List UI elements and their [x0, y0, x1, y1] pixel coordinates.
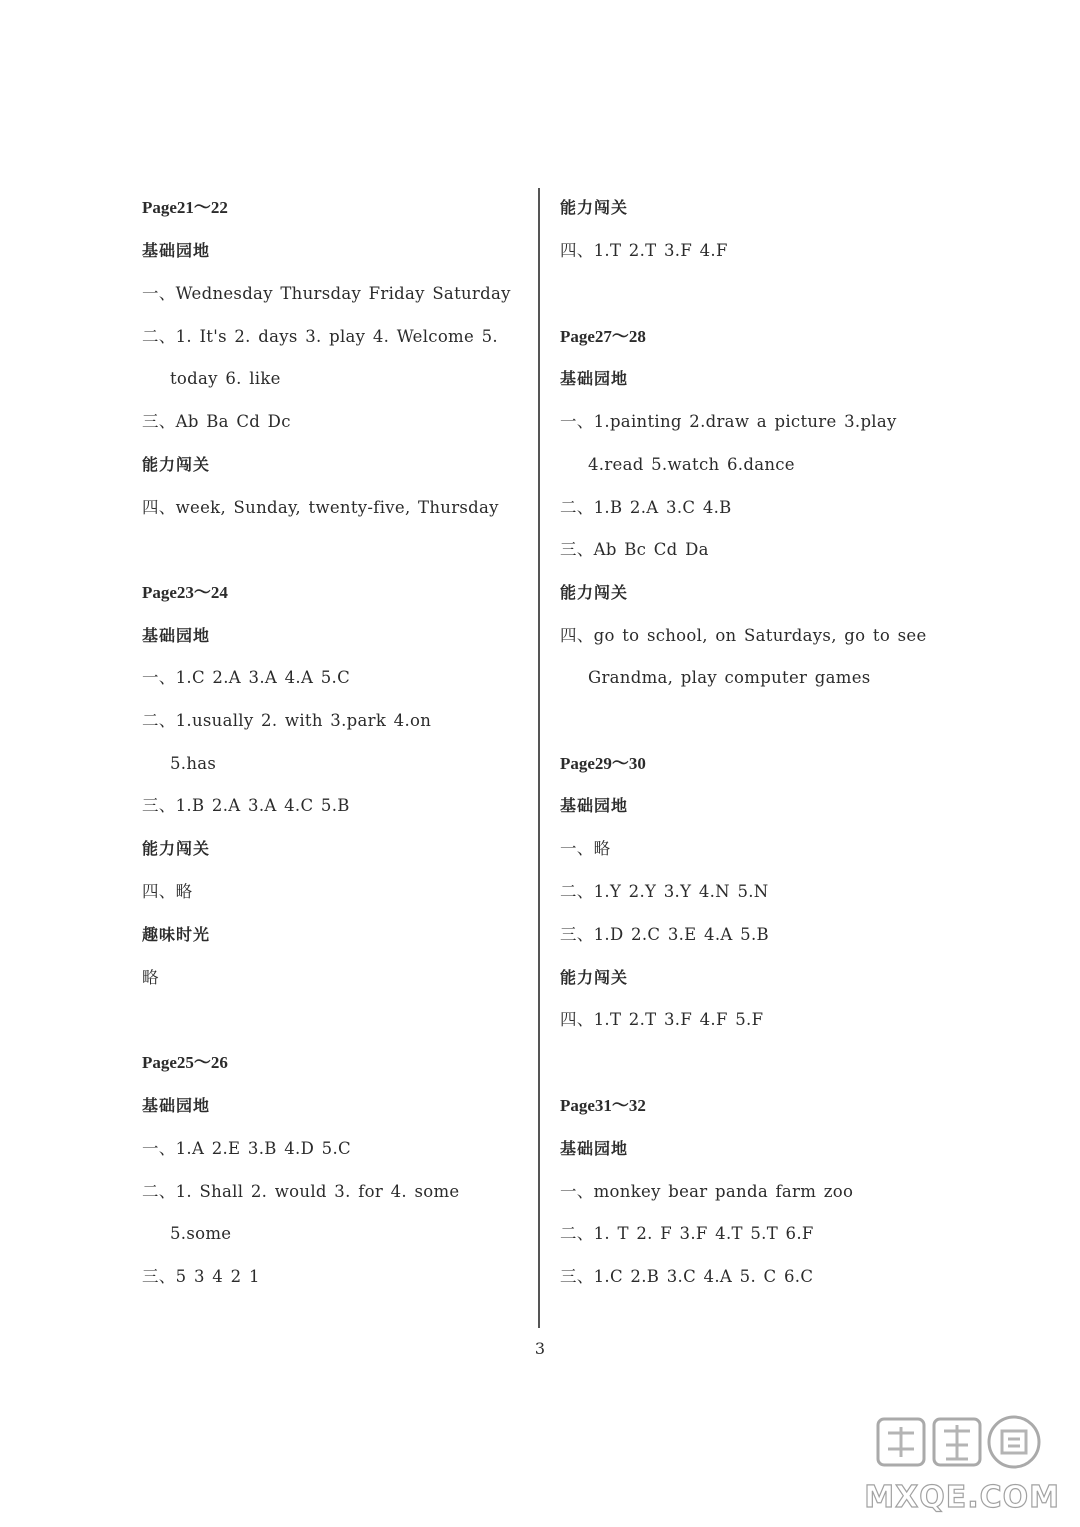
page-range-heading: Page31～32: [560, 1096, 646, 1115]
page-number: 3: [534, 1339, 546, 1358]
section-heading: 能力闯关: [560, 583, 629, 602]
answer-line: 二、1.usually 2. with 3.park 4.on: [142, 711, 432, 730]
answer-line: 四、1.T 2.T 3.F 4.F: [560, 241, 728, 260]
answer-line: 三、Ab Bc Cd Da: [560, 540, 709, 559]
answer-line: 四、week, Sunday, twenty-five, Thursday: [142, 498, 499, 517]
answer-line: 四、略: [142, 882, 193, 901]
section-heading: 基础园地: [560, 1139, 629, 1158]
answer-line: 一、Wednesday Thursday Friday Saturday: [142, 284, 511, 303]
answer-line: 二、1. Shall 2. would 3. for 4. some: [142, 1182, 460, 1201]
answer-line: 三、1.B 2.A 3.A 4.C 5.B: [142, 796, 350, 815]
answer-line: 三、Ab Ba Cd Dc: [142, 412, 291, 431]
site-watermark: [864, 1409, 1064, 1519]
answer-line: 一、monkey bear panda farm zoo: [560, 1182, 854, 1201]
page-range-heading: Page21～22: [142, 198, 228, 217]
answer-line: 三、1.D 2.C 3.E 4.A 5.B: [560, 925, 769, 944]
watermark-logo-icon: [874, 1409, 1044, 1479]
answer-line: 二、1.Y 2.Y 3.Y 4.N 5.N: [560, 882, 769, 901]
answer-line: 一、略: [560, 839, 611, 858]
answer-line: 二、1. T 2. F 3.F 4.T 5.T 6.F: [560, 1224, 814, 1243]
answer-line: 三、5 3 4 2 1: [142, 1267, 260, 1286]
answer-line-continued: 5.has: [170, 754, 217, 773]
section-heading: 基础园地: [142, 241, 211, 260]
answer-line: 四、go to school, on Saturdays, go to see: [560, 626, 927, 645]
answer-line: 一、1.painting 2.draw a picture 3.play: [560, 412, 897, 431]
page-range-heading: Page23～24: [142, 583, 228, 602]
watermark-site-text: MXQE.COM: [864, 1480, 1060, 1515]
section-heading: 基础园地: [560, 796, 629, 815]
section-heading: 能力闯关: [142, 455, 211, 474]
answer-line: 二、1. It's 2. days 3. play 4. Welcome 5.: [142, 327, 498, 346]
answer-line-continued: 4.read 5.watch 6.dance: [588, 455, 795, 474]
answer-line: 四、1.T 2.T 3.F 4.F 5.F: [560, 1010, 764, 1029]
answer-line-continued: today 6. like: [170, 369, 281, 388]
answer-line: 一、1.A 2.E 3.B 4.D 5.C: [142, 1139, 351, 1158]
page-range-heading: Page25～26: [142, 1053, 228, 1072]
section-heading: 基础园地: [560, 369, 629, 388]
section-heading: 基础园地: [142, 1096, 211, 1115]
answer-line-continued: 5.some: [170, 1224, 232, 1243]
page-range-heading: Page29～30: [560, 754, 646, 773]
answer-line: 三、1.C 2.B 3.C 4.A 5. C 6.C: [560, 1267, 814, 1286]
section-heading: 能力闯关: [560, 198, 629, 217]
answer-line: 一、1.C 2.A 3.A 4.A 5.C: [142, 668, 350, 687]
section-heading: 基础园地: [142, 626, 211, 645]
section-heading: 趣味时光: [142, 925, 211, 944]
column-divider: [538, 188, 540, 1328]
section-heading: 能力闯关: [142, 839, 211, 858]
page-range-heading: Page27～28: [560, 327, 646, 346]
answer-line: 二、1.B 2.A 3.C 4.B: [560, 498, 732, 517]
answer-line-continued: Grandma, play computer games: [588, 668, 871, 687]
section-heading: 能力闯关: [560, 968, 629, 987]
answer-line: 略: [142, 968, 159, 987]
